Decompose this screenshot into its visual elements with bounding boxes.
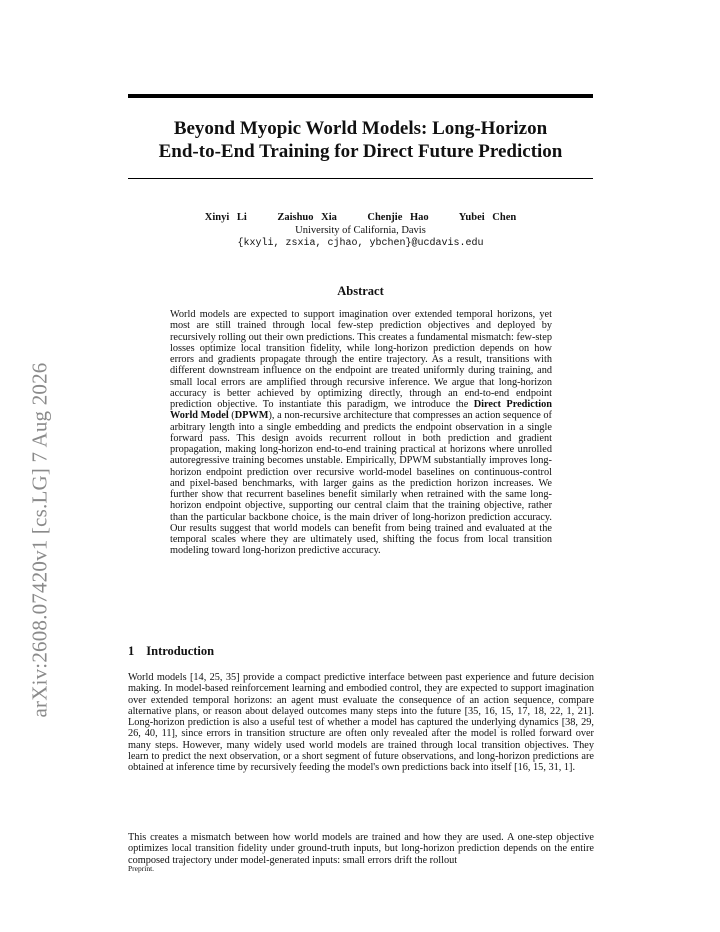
abstract-text: [170, 309, 552, 557]
arxiv-identifier-sidebar: [20, 330, 60, 750]
section-heading: [128, 644, 214, 659]
author-4: Yubei Chen: [458, 212, 517, 223]
model-name: Direct Prediction World Model: [170, 399, 552, 422]
author-1: Xinyi Li: [204, 212, 247, 223]
author-names: [128, 211, 593, 224]
abstract-part-1: World models are expected to support imagination over extended temporal horizons, yet most are still trained through local few-step prediction objectives and deployed by recursively rolling out their own predictions. This creates a fundamental mismatch: few-step losses optimize local transition fidelity, while long-horizon prediction depends on how errors and gradients propagate through the entire trajectory. As a result, transitions with different downstream influence on the endpoint are treated uniformly during training, and small local errors are amplified through recursive inference. We argue that long-horizon accuracy is better achieved by optimizing directly, through an end-to-end endpoint prediction objective. To instantiate this paradigm, we introduce the: [170, 309, 552, 410]
page-footer: Preprint.: [128, 864, 155, 873]
paper-title: [128, 117, 593, 163]
author-3: Chenjie Hao: [367, 212, 429, 223]
arxiv-identifier: arXiv:2608.07420v1 [cs.LG] 7 Aug 2026: [27, 362, 52, 718]
title-top-rule: [128, 94, 593, 98]
title-line-1: Beyond Myopic World Models: Long-Horizon: [173, 118, 548, 139]
section-title: Introduction: [146, 644, 215, 658]
author-block: [128, 211, 593, 250]
intro-paragraph-1: World models [14, 25, 35] provide a compact predictive interface between past experience and future decision making. In model-based reinforcement learning and embodied control, they are expected to support imagination over extended temporal horizons: an agent must evaluate the consequence of an action sequence, compare alternative plans, or reason about delayed outcomes many steps into the future [35, 16, 15, 17, 18, 22, 1, 21]. Long-horizon prediction is also a useful test of whether a model has captured the underlying dynamics [38, 29, 26, 40, 11], since errors in transition structure are often only revealed after the model is rolled forward over many steps. However, many widely used world models are trained through local transition objectives. They learn to predict the next observation, or a short segment of future observations, and long-horizon predictions are obtained at inference time by recursively feeding the model's own predictions back into itself [16, 15, 31, 1].: [128, 672, 594, 774]
model-abbreviation: DPWM: [234, 410, 269, 422]
intro-paragraph-2: This creates a mismatch between how world models are trained and how they are used. A one-step objective optimizes local transition fidelity under ground-truth inputs, but long-horizon prediction depends on the entire composed trajectory under model-generated inputs: small errors drift the rollout: [128, 832, 594, 866]
author-emails: {kxyli, zsxia, cjhao, ybchen}@ucdavis.edu: [237, 238, 484, 249]
abstract-part-2: ), a non-recursive architecture that compresses an action sequence of arbitrary length into a single embedding and predicts the endpoint observation in a single forward pass. This design avoids recurrent rollout in both prediction and gradient propagation, making long-horizon end-to-end training practical at horizons where unrolled autoregressive training becomes unstable. Empirically, DPWM substantially improves long-horizon endpoint prediction over recursive world-model baselines on continuous-control and pixel-based benchmarks, with larger gains as the prediction horizon increases. We further show that recurrent baselines benefit similarly when retrained with the same long-horizon endpoint objective, supporting our central claim that the training objective, rather than the particular backbone choice, is the main driver of long-horizon prediction accuracy. Our results suggest that world models can benefit from being trained and evaluated at the temporal scales where they are ultimately used, shifting the focus from local transition modeling toward long-horizon predictive accuracy.: [170, 410, 552, 557]
abstract-paren: (: [228, 410, 235, 422]
author-2: Zaishuo Xia: [277, 212, 337, 223]
title-line-2: End-to-End Training for Direct Future Prediction: [158, 141, 563, 162]
section-number: 1: [128, 644, 135, 658]
abstract-heading: Abstract: [337, 284, 384, 298]
title-bottom-rule: [128, 178, 593, 179]
affiliation: University of California, Davis: [295, 225, 426, 236]
